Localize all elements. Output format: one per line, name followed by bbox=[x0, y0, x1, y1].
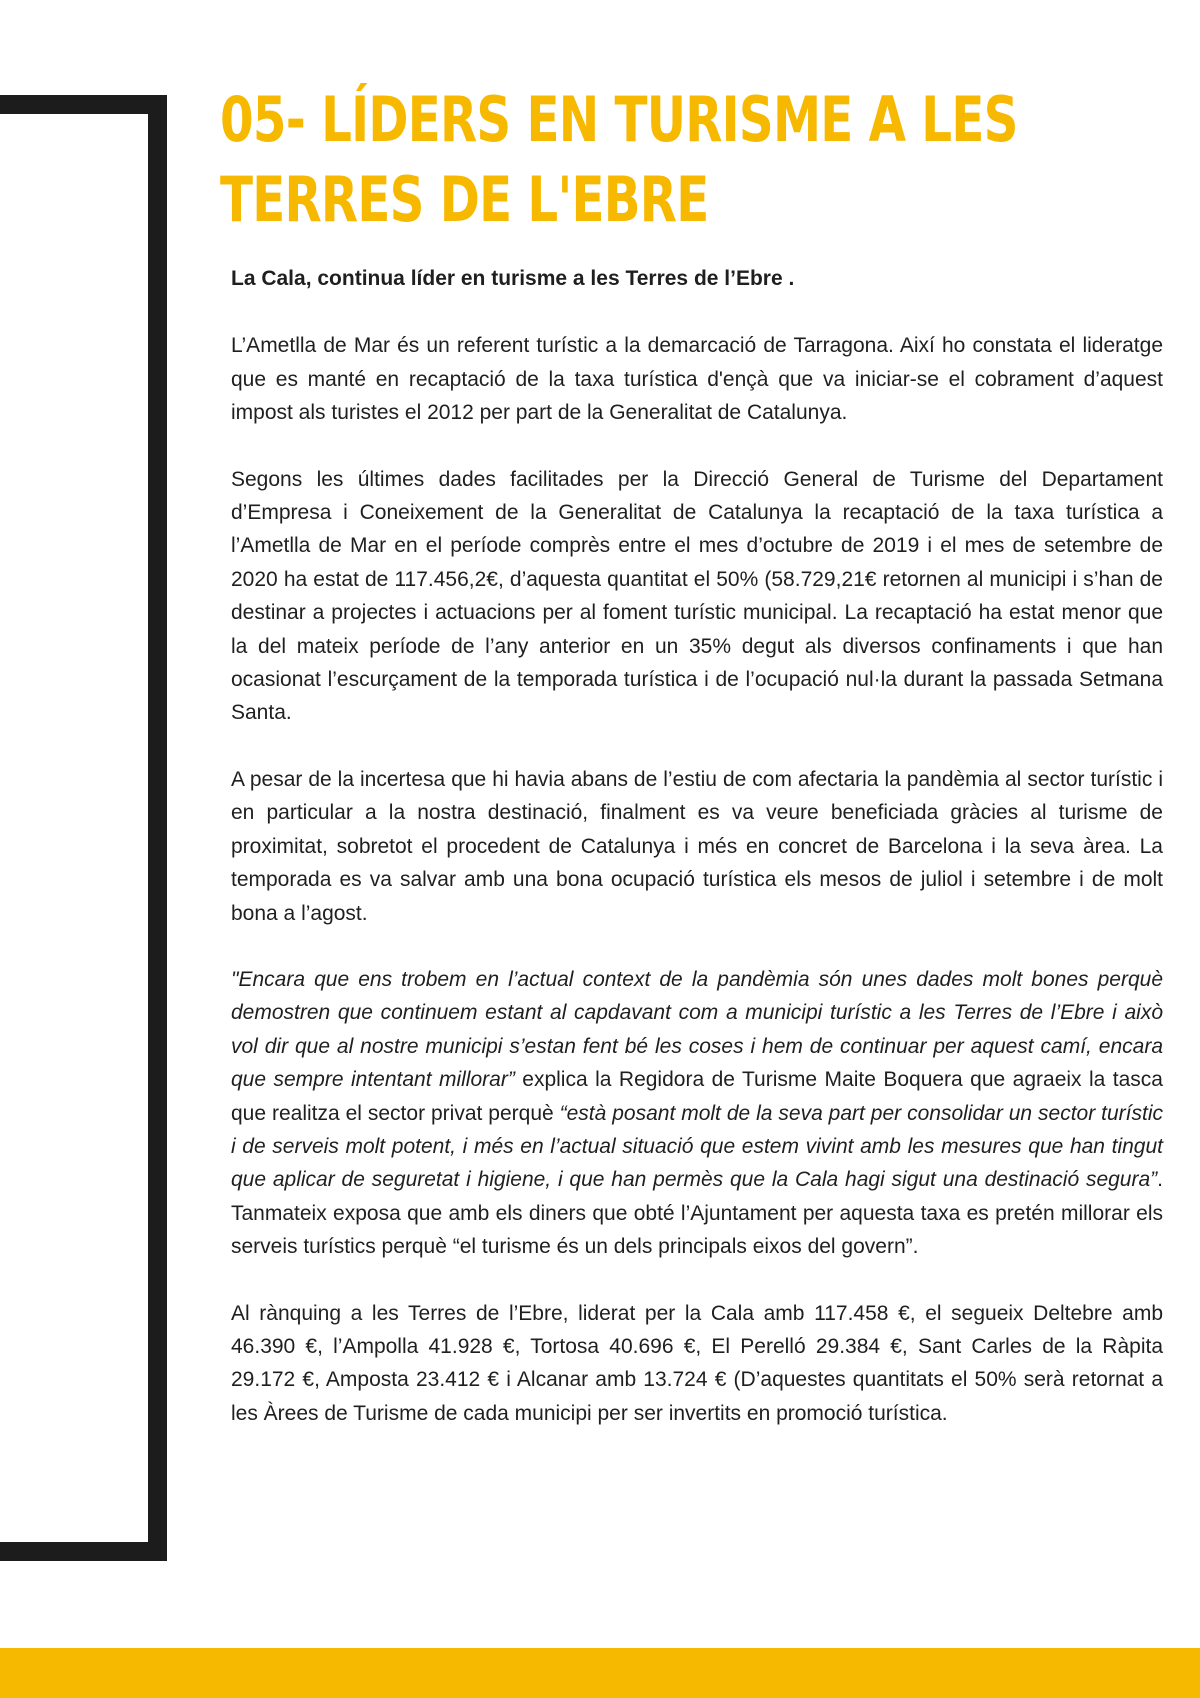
page-title bbox=[220, 80, 1018, 240]
lead-paragraph: La Cala, continua líder en turisme a les Terres de l’Ebre . bbox=[231, 267, 795, 290]
page-title-line-1: 05- LÍDERS EN TURISME A LES bbox=[220, 83, 1018, 156]
paragraph-intro: L’Ametlla de Mar és un referent turístic a la demarcació de Tarragona. Així ho constata el lideratge que es manté en recaptació de la taxa turística d'ençà que va iniciar-se el cobrament d’aquest impost als turistes el 2012 per part de la Generalitat de Catalunya. bbox=[231, 334, 1163, 425]
article-body bbox=[231, 262, 1163, 1430]
paragraph-quote bbox=[231, 963, 1163, 1264]
paragraph-season: A pesar de la incertesa que hi havia abans de l’estiu de com afectaria la pandèmia al sector turístic i en particular a la nostra destinació, finalment es va veure beneficiada gràcies al turisme de proximitat, sobretot el procedent de Catalunya i més en concret de Barcelona i la seva àrea. La temporada es va salvar amb una bona ocupació turística els mesos de juliol i setembre i de molt bona a l’agost. bbox=[231, 767, 1163, 925]
left-bracket-frame bbox=[0, 95, 167, 1561]
quote-councillor-1: "Encara que ens trobem en l’actual context de la pandèmia són unes dades molt bones perquè demostren que continuem estant al capdavant com a municipi turístic a les Terres de l’Ebre i això vol dir que al nostre municipi s’estan fent bé les coses i hem de continuar per aquest camí, encara que sempre intentant millorar” bbox=[231, 967, 1163, 1092]
quote-followup: . Tanmateix exposa que amb els diners que obté l’Ajuntament per aquesta taxa es pretén millorar els serveis turístics perquè “el turisme és un dels principals eixos del govern”. bbox=[231, 1168, 1163, 1259]
quote-attribution: explica la Regidora de Turisme Maite Boquera que agraeix la tasca que realitza el sector privat perquè bbox=[231, 1068, 1163, 1125]
page-title-line-2: TERRES DE L'EBRE bbox=[220, 163, 709, 236]
footer-accent-bar bbox=[0, 1648, 1200, 1698]
paragraph-ranking: Al rànquing a les Terres de l’Ebre, liderat per la Cala amb 117.458 €, el segueix Deltebre amb 46.390 €, l’Ampolla 41.928 €, Tortosa 40.696 €, El Perelló 29.384 €, Sant Carles de la Ràpita 29.172 €, Amposta 23.412 € i Alcanar amb 13.724 € (D’aquestes quantitats el 50% serà retornat a les Àrees de Turisme de cada municipi per ser invertits en promoció turística. bbox=[231, 1301, 1163, 1425]
paragraph-statistics: Segons les últimes dades facilitades per la Direcció General de Turisme del Departament d’Empresa i Coneixement de la Generalitat de Catalunya la recaptació de la taxa turística a l’Ametlla de Mar en el període comprès entre el mes d’octubre de 2019 i el mes de setembre de 2020 ha estat de 117.456,2€, d’aquesta quantitat el 50% (58.729,21€ retornen al municipi i s’han de destinar a projectes i actuacions per al foment turístic municipal. La recaptació ha estat menor que la del mateix període de l’any anterior en un 35% degut als diversos confinaments i que han ocasionat l’escurçament de la temporada turística i de l’ocupació nul·la durant la passada Setmana Santa. bbox=[231, 467, 1163, 725]
quote-councillor-2: “està posant molt de la seva part per consolidar un sector turístic i de serveis molt potent, i més en l’actual situació que estem vivint amb les mesures que han tingut que aplicar de seguretat i higiene, i que han permès que la Cala hagi sigut una destinació segura” bbox=[231, 1101, 1163, 1192]
